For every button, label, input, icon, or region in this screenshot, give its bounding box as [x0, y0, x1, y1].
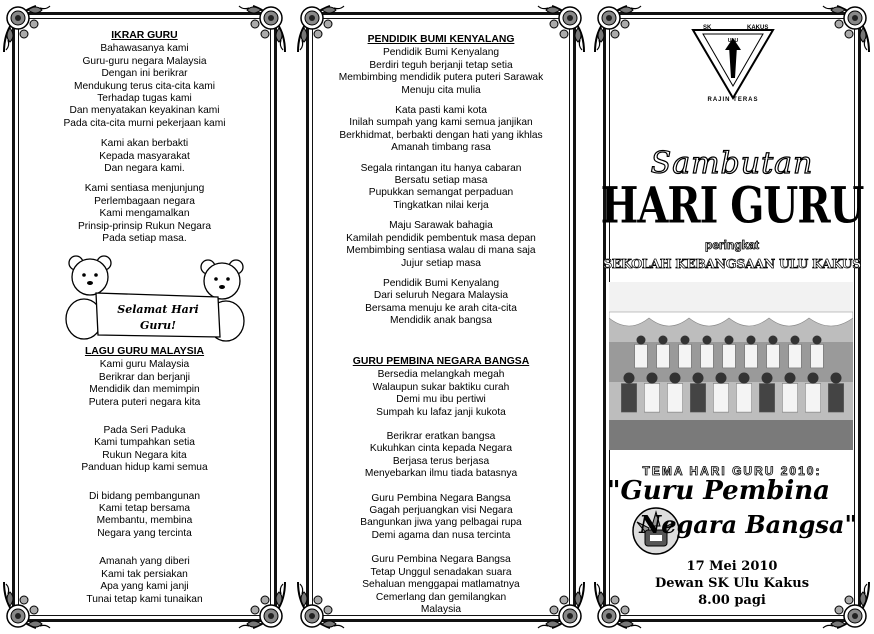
verse-line: Pupukkan semangat perpaduan	[368, 187, 514, 199]
verse-line: Perlembagaan negara	[94, 195, 195, 207]
theme-title-line: "Guru Pembina	[607, 476, 831, 506]
banner-text: Guru!	[139, 319, 177, 332]
event-time: 8.00 pagi	[698, 593, 766, 608]
section-title: PENDIDIK BUMI KENYALANG	[367, 34, 515, 45]
verse-line: Panduan hidup kami semua	[81, 462, 208, 474]
verse-line: Kamilah pendidik pembentuk masa depan	[346, 232, 536, 244]
verse-line: Demi agama dan nusa tercinta	[371, 529, 511, 541]
stanza	[300, 554, 582, 616]
corner-flower-icon	[591, 0, 647, 56]
verse-line: Guru Pembina Negara Bangsa	[371, 492, 511, 504]
pendidik-bumi-kenyalang-section	[300, 34, 582, 328]
verse-line: Pada cita-cita murni pekerjaan kami	[63, 117, 226, 129]
verse-line: Malaysia	[420, 603, 462, 615]
logo-text: SK	[703, 25, 712, 31]
corner-flower-icon	[817, 0, 873, 56]
stanza	[300, 47, 582, 97]
verse-line: Pendidik Bumi Kenyalang	[382, 47, 500, 59]
verse-line: Kata pasti kami kota	[395, 105, 487, 117]
stanza	[6, 43, 283, 130]
event-details	[597, 558, 867, 609]
sambutan-heading: Sambutan	[650, 146, 814, 181]
verse-line: Kami akan berbakti	[100, 138, 189, 150]
verse-line: Mendukung terus cita-cita kami	[74, 80, 215, 92]
verse-line: Kukuhkan cinta kepada Negara	[369, 443, 513, 455]
verse-line: Segala rintangan itu hanya cabaran	[360, 162, 522, 174]
stanza	[300, 278, 582, 328]
verse-line: Inilah sumpah yang kami semua janjikan	[349, 117, 533, 129]
section-title: GURU PEMBINA NEGARA BANGSA	[352, 356, 530, 367]
verse-line: Kami tak persiakan	[101, 568, 188, 580]
logo-motto: RAJIN TERAS	[707, 97, 759, 102]
verse-line: Negara yang tercinta	[97, 527, 192, 539]
stanza	[300, 493, 582, 543]
verse-line: Berkhidmat, berbakti dengan hati yang ikhlas	[339, 129, 543, 141]
ikrar-guru-section	[6, 30, 283, 246]
teachers-group-photo	[609, 282, 853, 450]
verse-line: Cemerlang dan gemilangkan	[375, 591, 507, 603]
stanza	[6, 359, 283, 409]
verse-line: Apa yang kami janji	[100, 581, 189, 593]
school-name: SEKOLAH KEBANGSAAN ULU KAKUS	[603, 256, 861, 271]
verse-line: Jujur setiap masa	[401, 257, 481, 269]
verse-line: Mendidik anak bangsa	[390, 315, 492, 327]
panel-cover	[597, 6, 867, 628]
verse-line: Sehaluan menggapai matlamatnya	[362, 579, 520, 591]
stanza	[300, 431, 582, 481]
verse-line: Tetap Unggul senadakan suara	[370, 566, 512, 578]
teddy-bears-banner-icon	[58, 253, 248, 343]
section-title: IKRAR GURU	[111, 30, 178, 41]
verse-line: Walaupun sukar baktiku curah	[372, 381, 510, 393]
verse-line: Tunai tetap kami tunaikan	[86, 593, 203, 605]
stanza	[6, 491, 283, 541]
stanza	[300, 163, 582, 213]
verse-line: Membantu, membina	[96, 515, 193, 527]
verse-line: Berdiri teguh berjanji tetap setia	[369, 59, 513, 71]
verse-line: Berikrar eratkan bangsa	[386, 431, 496, 443]
logo-text: ULU	[727, 38, 739, 44]
theme-label: TEMA HARI GURU 2010:	[642, 464, 822, 478]
verse-line: Bersatu setiap masa	[394, 175, 488, 187]
stanza	[6, 425, 283, 475]
theme-title-line: Negara Bangsa"	[639, 510, 857, 539]
verse-line: Berjasa terus berjasa	[392, 455, 490, 467]
verse-line: Berikrar dan berjanji	[98, 371, 191, 383]
verse-line: Terhadap tugas kami	[97, 93, 192, 105]
verse-line: Amanah timbang rasa	[391, 142, 491, 154]
verse-line: Membimbing sentiasa walau di mana saja	[346, 245, 536, 257]
banner-text: Selamat Hari	[117, 303, 199, 316]
guru-pembina-section	[300, 356, 582, 616]
verse-line: Demi mu ibu pertiwi	[396, 394, 486, 406]
verse-line: Dan menyatakan keyakinan kami	[69, 105, 220, 117]
stanza	[300, 105, 582, 155]
school-logo	[689, 20, 777, 102]
verse-line: Bersedia melangkah megah	[377, 369, 505, 381]
stanza	[6, 183, 283, 245]
verse-line: Dari seluruh Negara Malaysia	[373, 290, 509, 302]
peringkat-label: peringkat	[704, 238, 759, 252]
stanza	[300, 369, 582, 419]
verse-line: Dengan ini berikrar	[101, 68, 188, 80]
verse-line: Prinsip-prinsip Rukun Negara	[77, 220, 212, 232]
verse-line: Mendidik dan memimpin	[89, 384, 200, 396]
verse-line: Tingkatkan nilai kerja	[393, 199, 489, 211]
panel-ikrar	[6, 6, 283, 628]
verse-line: Putera puteri negara kita	[88, 396, 201, 408]
verse-line: Rukun Negara kita	[102, 449, 187, 461]
stanza	[6, 556, 283, 606]
section-title: LAGU GURU MALAYSIA	[84, 346, 205, 357]
verse-line: Kami mengamalkan	[99, 208, 190, 220]
verse-line: Bahawasanya kami	[100, 43, 189, 55]
verse-line: Pada Seri Paduka	[103, 425, 186, 437]
verse-line: Gagah perjuangkan visi Negara	[369, 505, 513, 517]
logo-text: KAKUS	[747, 25, 769, 31]
verse-line: Bersama menuju ke arah cita-cita	[365, 302, 517, 314]
verse-line: Kami guru Malaysia	[99, 359, 190, 371]
verse-line: Kepada masyarakat	[99, 150, 190, 162]
verse-line: Pada setiap masa.	[102, 233, 187, 245]
lagu-guru-section	[6, 346, 283, 606]
verse-line: Menyebarkan ilmu tiada batasnya	[364, 468, 518, 480]
verse-line: Guru-guru negara Malaysia	[82, 55, 207, 67]
verse-line: Menuju cita mulia	[401, 84, 481, 96]
verse-line: Maju Sarawak bahagia	[389, 220, 493, 232]
verse-line: Amanah yang diberi	[99, 556, 190, 568]
verse-line: Bangunkan jiwa yang pelbagai rupa	[360, 517, 522, 529]
verse-line: Sumpah ku lafaz janji kukota	[376, 406, 506, 418]
hari-guru-heading: HARI GURU	[600, 176, 864, 235]
verse-line: Membimbing mendidik putera puteri Sarawak	[338, 72, 544, 84]
stanza	[300, 220, 582, 270]
event-venue: Dewan SK Ulu Kakus	[654, 576, 810, 591]
panel-songs	[300, 6, 582, 628]
verse-line: Kami sentiasa menjunjung	[84, 183, 205, 195]
verse-line: Pendidik Bumi Kenyalang	[382, 277, 500, 289]
verse-line: Guru Pembina Negara Bangsa	[371, 554, 511, 566]
stanza	[6, 138, 283, 175]
verse-line: Kami tetap bersama	[98, 503, 191, 515]
verse-line: Di bidang pembangunan	[88, 490, 201, 502]
event-date: 17 Mei 2010	[686, 559, 778, 574]
verse-line: Dan negara kami.	[104, 163, 185, 175]
verse-line: Kami tumpahkan setia	[94, 437, 195, 449]
